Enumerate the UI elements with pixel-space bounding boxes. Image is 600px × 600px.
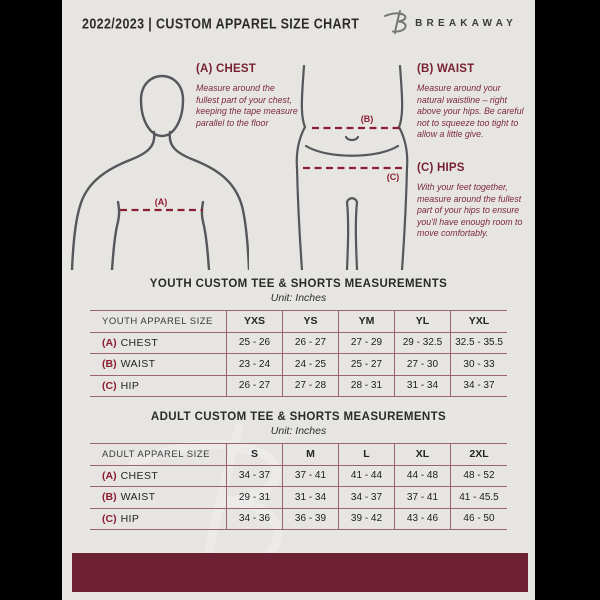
table-cell: 26 - 27 <box>227 376 283 398</box>
table-cell: 34 - 36 <box>227 509 283 531</box>
table-cell: 28 - 31 <box>339 376 395 398</box>
hips-heading: (C) HIPS <box>417 162 465 174</box>
adult-row-label: (C) HIP <box>90 509 227 531</box>
breakaway-logo-icon <box>383 7 408 39</box>
adult-unit-label: Unit: Inches <box>270 425 327 437</box>
table-cell: 26 - 27 <box>283 333 339 355</box>
head-outline <box>141 76 183 136</box>
youth-col-header: YL <box>395 311 451 333</box>
adult-section-title: ADULT CUSTOM TEE & SHORTS MEASUREMENTS <box>150 411 447 423</box>
header <box>62 0 535 46</box>
youth-row-label: (A) CHEST <box>90 333 227 355</box>
hips-description: With your feet together, measure around the fullest part of your hips to ensure you'll have enough room to move comfortably. <box>417 182 523 239</box>
table-cell: 29 - 31 <box>227 487 283 509</box>
table-cell: 30 - 33 <box>451 354 507 376</box>
waist-heading: (B) WAIST <box>417 63 475 75</box>
table-cell: 34 - 37 <box>227 466 283 488</box>
table-cell: 41 - 45.5 <box>451 487 507 509</box>
adult-col-header: ADULT APPAREL SIZE <box>90 444 227 466</box>
table-cell: 27 - 30 <box>395 354 451 376</box>
youth-section-title: YOUTH CUSTOM TEE & SHORTS MEASUREMENTS <box>149 278 448 290</box>
table-cell: 48 - 52 <box>451 466 507 488</box>
brand-lockup <box>383 7 517 39</box>
table-cell: 32.5 - 35.5 <box>451 333 507 355</box>
table-cell: 44 - 48 <box>395 466 451 488</box>
adult-size-table <box>90 443 507 530</box>
pillarbox-right <box>535 0 600 600</box>
footer-bar <box>72 553 528 592</box>
table-cell: 25 - 27 <box>339 354 395 376</box>
table-cell: 43 - 46 <box>395 509 451 531</box>
youth-col-header: YOUTH APPAREL SIZE <box>90 311 227 333</box>
row-prefix: (C) <box>102 379 117 392</box>
table-cell: 24 - 25 <box>283 354 339 376</box>
adult-row-label: (B) WAIST <box>90 487 227 509</box>
youth-unit-label: Unit: Inches <box>270 292 327 304</box>
table-cell: 27 - 29 <box>339 333 395 355</box>
chest-heading: (A) CHEST <box>196 63 256 75</box>
youth-col-header: YXS <box>227 311 283 333</box>
youth-size-table <box>90 310 507 397</box>
table-cell: 39 - 42 <box>339 509 395 531</box>
table-cell: 31 - 34 <box>283 487 339 509</box>
table-cell: 46 - 50 <box>451 509 507 531</box>
table-cell: 27 - 28 <box>283 376 339 398</box>
navel-mark <box>346 137 358 140</box>
waist-marker-label: (B) <box>360 114 374 124</box>
row-prefix: (C) <box>102 512 117 525</box>
table-cell: 25 - 26 <box>227 333 283 355</box>
table-cell: 37 - 41 <box>283 466 339 488</box>
hips-marker-label: (C) <box>386 172 400 182</box>
row-prefix: (A) <box>102 469 117 482</box>
youth-col-header: YXL <box>451 311 507 333</box>
adult-row-label: (A) CHEST <box>90 466 227 488</box>
size-chart-document <box>62 0 535 600</box>
adult-col-header: L <box>339 444 395 466</box>
waist-hips-diagram <box>295 60 419 275</box>
hip-curve <box>306 146 398 156</box>
table-cell: 31 - 34 <box>395 376 451 398</box>
adult-col-header: 2XL <box>451 444 507 466</box>
brand-name: BREAKAWAY <box>415 17 517 29</box>
waist-description: Measure around your natural waistline – right above your hips. Be careful not to squeeze too tight to allow a little give. <box>417 83 524 140</box>
table-cell: 23 - 24 <box>227 354 283 376</box>
youth-row-label: (B) WAIST <box>90 354 227 376</box>
chest-marker-label: (A) <box>154 197 168 207</box>
table-cell: 41 - 44 <box>339 466 395 488</box>
adult-col-header: XL <box>395 444 451 466</box>
row-prefix: (B) <box>102 491 117 504</box>
youth-col-header: YM <box>339 311 395 333</box>
page-title: 2022/2023 | CUSTOM APPAREL SIZE CHART <box>82 14 360 32</box>
adult-col-header: S <box>227 444 283 466</box>
youth-col-header: YS <box>283 311 339 333</box>
table-cell: 36 - 39 <box>283 509 339 531</box>
table-cell: 34 - 37 <box>339 487 395 509</box>
youth-row-label: (C) HIP <box>90 376 227 398</box>
table-cell: 37 - 41 <box>395 487 451 509</box>
table-cell: 34 - 37 <box>451 376 507 398</box>
chest-description: Measure around the fullest part of your chest, keeping the tape measure parallel to the floor <box>196 83 298 128</box>
pillarbox-left <box>0 0 62 600</box>
row-prefix: (B) <box>102 358 117 371</box>
row-prefix: (A) <box>102 336 117 349</box>
adult-col-header: M <box>283 444 339 466</box>
table-cell: 29 - 32.5 <box>395 333 451 355</box>
